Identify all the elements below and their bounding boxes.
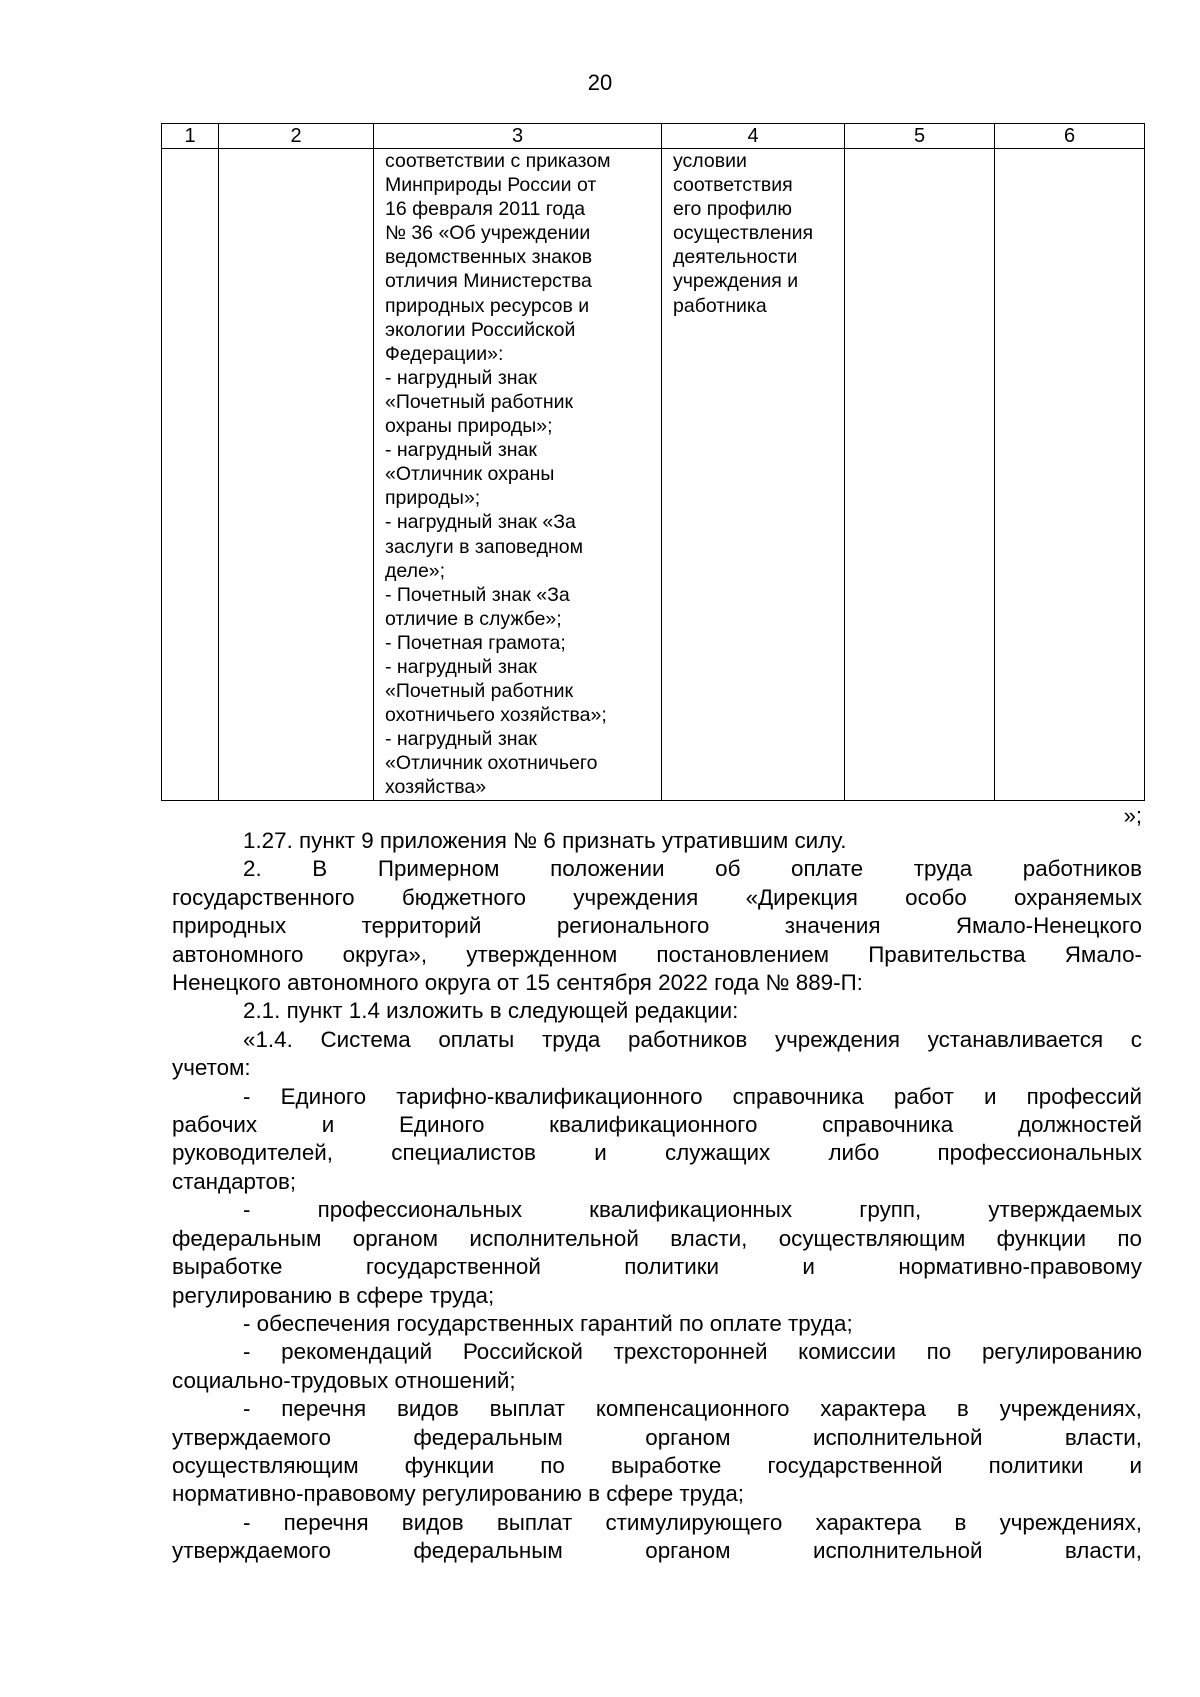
text-line: - перечня видов выплат компенсационного характера в учреждениях, (243, 1396, 1142, 1422)
award-list-line: соответствии с приказом (385, 150, 611, 172)
text-line: государственного бюджетного учреждения «Дирекция особо охраняемых (172, 884, 1142, 910)
award-list-line: заслуги в заповедном (385, 535, 584, 558)
text-line: природных территорий регионального значения Ямало-Ненецкого (172, 913, 1142, 939)
award-list-line: «Почетный работник (385, 390, 574, 413)
condition-line: его профилю (673, 198, 792, 221)
award-list-line: - нагрудный знак (385, 728, 537, 751)
cell-condition (662, 149, 845, 801)
text-line: 2. В Примерном положении об оплате труда работников (243, 856, 1142, 882)
column-header-1: 1 (162, 124, 219, 149)
text-line: Ненецкого автономного округа от 15 сентября 2022 года № 889-П: (172, 970, 863, 996)
text-line: руководителей, специалистов и служащих либо профессиональных (172, 1140, 1142, 1166)
text-line: утверждаемого федеральным органом исполнительной власти, (172, 1424, 1142, 1450)
award-list-line: ведомственных знаков (385, 246, 593, 269)
award-list-line: - нагрудный знак (385, 439, 537, 462)
text-line: федеральным органом исполнительной власти, осуществляющим функции по (172, 1225, 1142, 1251)
cell-col-2 (219, 149, 374, 801)
award-list-line: - нагрудный знак (385, 366, 537, 389)
cell-awards-list (374, 149, 662, 801)
table-header-row (162, 124, 1145, 149)
closing-quote-mark: »; (1123, 803, 1142, 828)
text-line: регулированию в сфере труда; (172, 1282, 495, 1308)
condition-line: учреждения и (673, 270, 799, 293)
document-body (172, 827, 1142, 1566)
cell-col-1 (162, 149, 219, 801)
text-line: - рекомендаций Российской трехсторонней комиссии по регулированию (243, 1339, 1142, 1365)
award-list-line: экологии Российской (385, 318, 576, 341)
text-line: автономного округа», утвержденном постановлением Правительства Ямало- (172, 941, 1142, 967)
column-header-3: 3 (374, 124, 662, 149)
award-list-line: - нагрудный знак «За (385, 511, 576, 534)
award-list-line: - Почетный знак «За (385, 583, 570, 606)
award-list-line: - Почетная грамота; (385, 631, 566, 654)
page-number: 20 (587, 70, 613, 95)
award-list-line: 16 февраля 2011 года (385, 198, 586, 221)
award-list-line: охотничьего хозяйства»; (385, 704, 607, 727)
text-line: осуществляющим функции по выработке государственной политики и (172, 1452, 1142, 1478)
award-list-line: № 36 «Об учреждении (385, 222, 591, 245)
award-list-line: деле»; (385, 559, 446, 582)
award-list-line: охраны природы»; (385, 415, 553, 438)
condition-line: работника (673, 294, 767, 317)
text-line: - перечня видов выплат стимулирующего характера в учреждениях, (243, 1509, 1142, 1535)
award-list-line: хозяйства» (385, 776, 487, 799)
award-list-line: отличие в службе»; (385, 607, 562, 630)
award-list-line: Минприроды России от (385, 174, 597, 197)
text-line: «1.4. Система оплаты труда работников учреждения устанавливается с (243, 1026, 1142, 1052)
text-line: - Единого тарифно-квалификационного справочника работ и профессий (243, 1083, 1142, 1109)
text-line: социально-трудовых отношений; (172, 1367, 516, 1393)
condition-line: деятельности (673, 246, 798, 269)
text-line: учетом: (172, 1055, 251, 1081)
award-list-line: Федерации»: (385, 342, 504, 365)
text-line: нормативно-правовому регулированию в сфере труда; (172, 1481, 745, 1507)
condition-line: осуществления (673, 222, 814, 245)
award-list-line: «Отличник охраны (385, 463, 555, 486)
award-list-line: отличия Министерства (385, 270, 592, 293)
column-header-5: 5 (845, 124, 995, 149)
award-list-line: природных ресурсов и (385, 294, 590, 317)
award-list-line: «Почетный работник (385, 680, 574, 703)
text-line: выработке государственной политики и нормативно-правовому (172, 1254, 1142, 1280)
column-header-6: 6 (995, 124, 1145, 149)
award-list-line: «Отличник охотничьего (385, 752, 598, 775)
column-header-2: 2 (219, 124, 374, 149)
cell-col-6 (995, 149, 1145, 801)
award-list-line: - нагрудный знак (385, 655, 537, 678)
text-line: утверждаемого федеральным органом исполнительной власти, (172, 1538, 1142, 1564)
cell-col-5 (845, 149, 995, 801)
text-line: - обеспечения государственных гарантий по оплате труда; (243, 1310, 853, 1336)
text-line: рабочих и Единого квалификационного справочника должностей (172, 1112, 1142, 1138)
text-line: 2.1. пункт 1.4 изложить в следующей редакции: (243, 998, 739, 1024)
table-row (162, 149, 1145, 801)
awards-table (161, 123, 1145, 801)
text-line: 1.27. пункт 9 приложения № 6 признать утратившим силу. (243, 828, 847, 853)
text-line: стандартов; (172, 1168, 297, 1194)
condition-line: соответствия (673, 174, 793, 197)
award-list-line: природы»; (385, 487, 481, 510)
text-line: - профессиональных квалификационных групп, утверждаемых (243, 1197, 1142, 1223)
condition-line: условии (673, 150, 747, 172)
column-header-4: 4 (662, 124, 845, 149)
